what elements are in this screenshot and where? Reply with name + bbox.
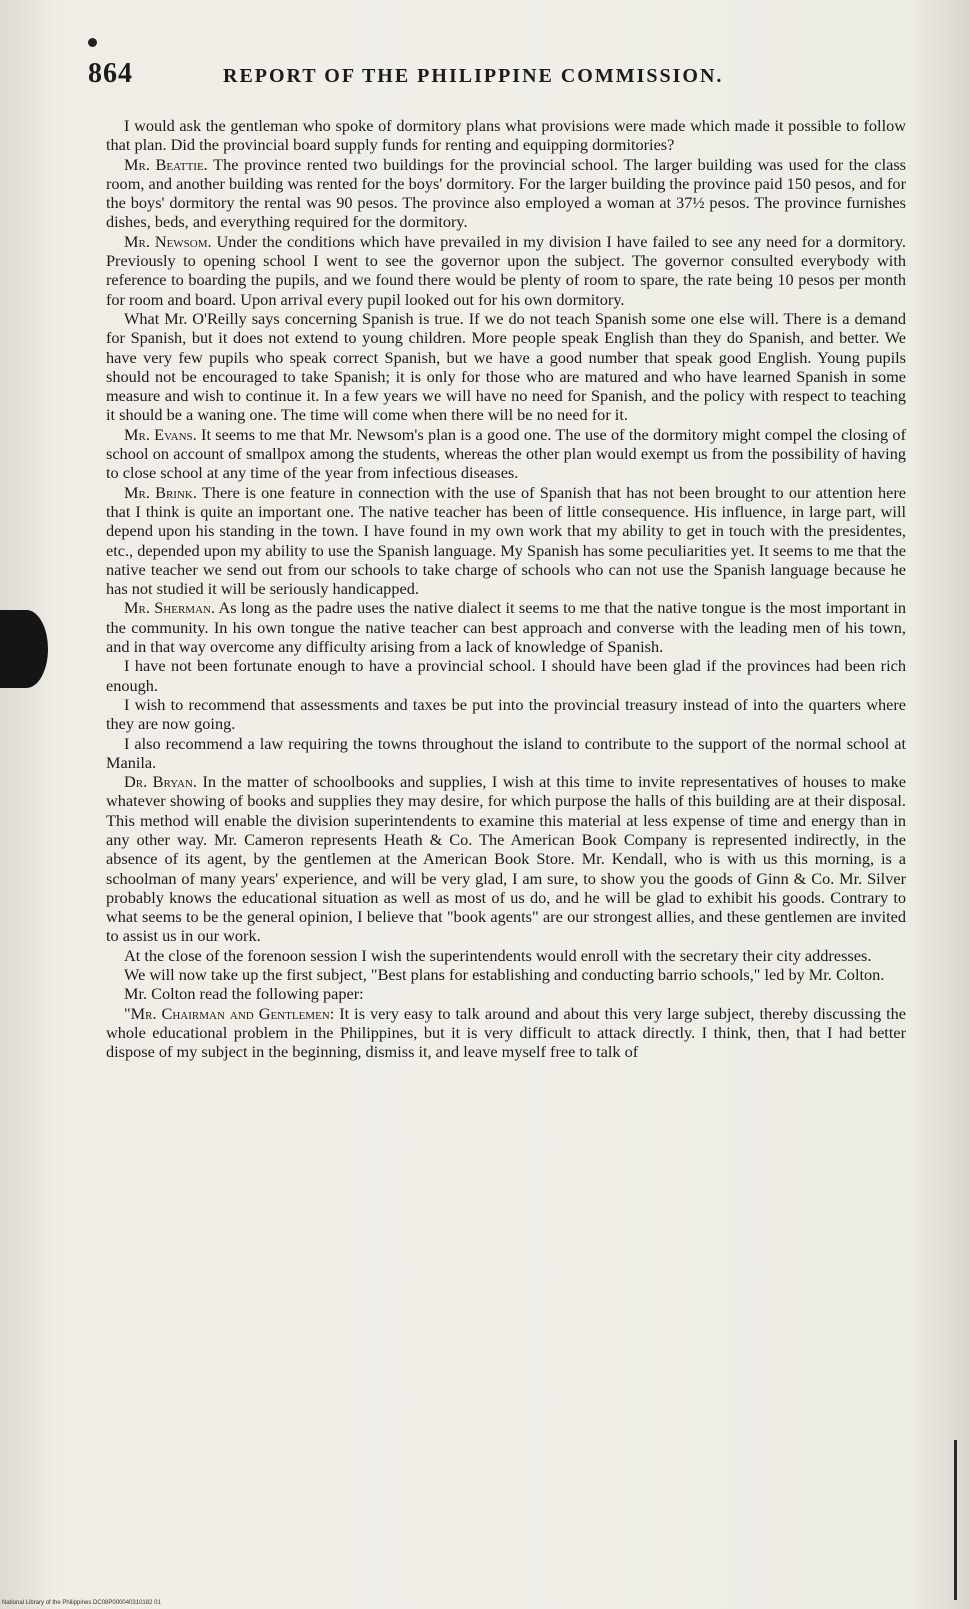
page-header [88, 58, 918, 98]
speaker-name: Mr. Evans. [124, 424, 197, 444]
running-head: REPORT OF THE PHILIPPINE COMMISSION. [223, 65, 724, 87]
paragraph: Dr. Bryan. In the matter of schoolbooks and supplies, I wish at this time to invite representatives of houses to make whatever showing of books and supplies they may desire, for which purpose the halls of this building are at their disposal. This method will enable the division superintendents to examine this material at less expense of time and energy than in any other way. Mr. Cameron represents Heath & Co. The American Book Company is represented indirectly, in the absence of its agent, by the gentlemen at the American Book Store. Mr. Kendall, who is with us this morning, is a schoolman of many years' experience, and will be very glad, I am sure, to show you the goods of Ginn & Co. Mr. Silver probably knows the educational situation as well as most of us do, and he will be glad to exhibit his goods. Contrary to what seems to be the general opinion, I believe that "book agents" are our strongest allies, and these gentlemen are invited to assist us in our work. [106, 772, 907, 946]
paragraph: Mr. Beattie. The province rented two buildings for the provincial school. The larger building was used for the class room, and another building was rented for the boys' dormitory. For the larger building the province paid 150 pesos, and for the boys' dormitory the rental was 90 pesos. The province also employed a woman at 37½ pesos. The province furnishes dishes, beds, and everything required for the dormitory. [106, 154, 907, 232]
speaker-name: Mr. Beattie. [124, 154, 208, 174]
paragraph: I would ask the gentleman who spoke of dormitory plans what provisions were made which made it possible to follow that plan. Did the provincial board supply funds for renting and equipping dormitories? [106, 116, 906, 155]
paragraph: Mr. Colton read the following paper: [124, 984, 364, 1004]
paragraph: Mr. Newsom. Under the conditions which have prevailed in my division I have failed to see any need for a dormitory. Previously to opening school I went to see the governor upon the subject. The governor consulted everybody with reference to boarding the pupils, and we found there would be plenty of room to spare, the rate being 10 pesos per month for room and board. Upon arrival every pupil looked out for his own dormitory. [106, 231, 906, 309]
paragraph: We will now take up the first subject, "Best plans for establishing and conducting barrio schools," led by Mr. Colton. [124, 965, 885, 985]
paragraph: At the close of the forenoon session I wish the superintendents would enroll with the secretary their city addresses. [124, 945, 872, 965]
scan-mark [88, 38, 97, 47]
speaker-name: Dr. Bryan. [124, 772, 197, 792]
paragraph: I wish to recommend that assessments and taxes be put into the provincial treasury instead of into the quarters where they are now going. [106, 694, 906, 734]
paragraph: I also recommend a law requiring the towns throughout the island to contribute to the support of the normal school at Manila. [106, 733, 906, 772]
paragraph: Mr. Evans. It seems to me that Mr. Newsom's plan is a good one. The use of the dormitory might compel the closing of school on account of smallpox among the students, whereas the other plan would exempt us from the possibility of having to close school at any time of the year from infectious diseases. [106, 424, 906, 483]
speaker-name: Mr. Sherman. [124, 598, 216, 618]
footer-credit: National Library of the Philippines DC08P000040310182 01 [2, 1600, 161, 1606]
paragraph: What Mr. O'Reilly says concerning Spanish is true. If we do not teach Spanish some one else will. There is a demand for Spanish, but it does not extend to young children. More people speak English than they do Spanish, and better. We have very few pupils who speak correct Spanish, but we have a good number that speak good English. Young pupils should not be encouraged to take Spanish; it is only for those who are matured and who have learned Spanish in some measure and wish to continue it. In a few years we will have no need for Spanish, and the policy with respect to teaching it should be a waning one. The time will come when there will be no need for it. [106, 308, 906, 425]
speaker-name: Mr. Newsom. [124, 231, 212, 251]
paragraph: I have not been fortunate enough to have a provincial school. I should have been glad if the provinces had been rich enough. [106, 656, 906, 695]
speaker-name: "Mr. Chairman and Gentlemen: [124, 1003, 335, 1023]
edge-line [954, 1440, 957, 1600]
binding-shadow [0, 610, 48, 688]
speaker-name: Mr. Brink. [124, 482, 197, 502]
paragraph: Mr. Brink. There is one feature in connection with the use of Spanish that has not been brought to our attention here that I think is quite an important one. The native teacher has been of little consequence. His influence, in large part, will depend upon his standing in the town. I have found in my own work that my ability to get in touch with the presidentes, etc., depended upon my ability to use the Spanish language. My Spanish has some peculiarities yet. It seems to me that the native teacher we send out from our schools to take charge of schools who can not use the Spanish language because he has not studied it will be seriously handicapped. [106, 482, 907, 599]
paragraph: Mr. Sherman. As long as the padre uses the native dialect it seems to me that the native tongue is the most important in the community. In his own tongue the native teacher can best approach and converse with the leading men of his town, and in that way overcome any difficulty arising from a lack of knowledge of Spanish. [106, 598, 907, 657]
body-text [106, 116, 906, 1556]
paragraph: "Mr. Chairman and Gentlemen: It is very easy to talk around and about this very large subject, thereby discussing the whole educational problem in the Philippines, but it is very difficult to attack directly. I think, then, that I had better dispose of my subject in the beginning, dismiss it, and leave myself free to talk of [106, 1003, 906, 1062]
page-number: 864 [88, 58, 133, 89]
